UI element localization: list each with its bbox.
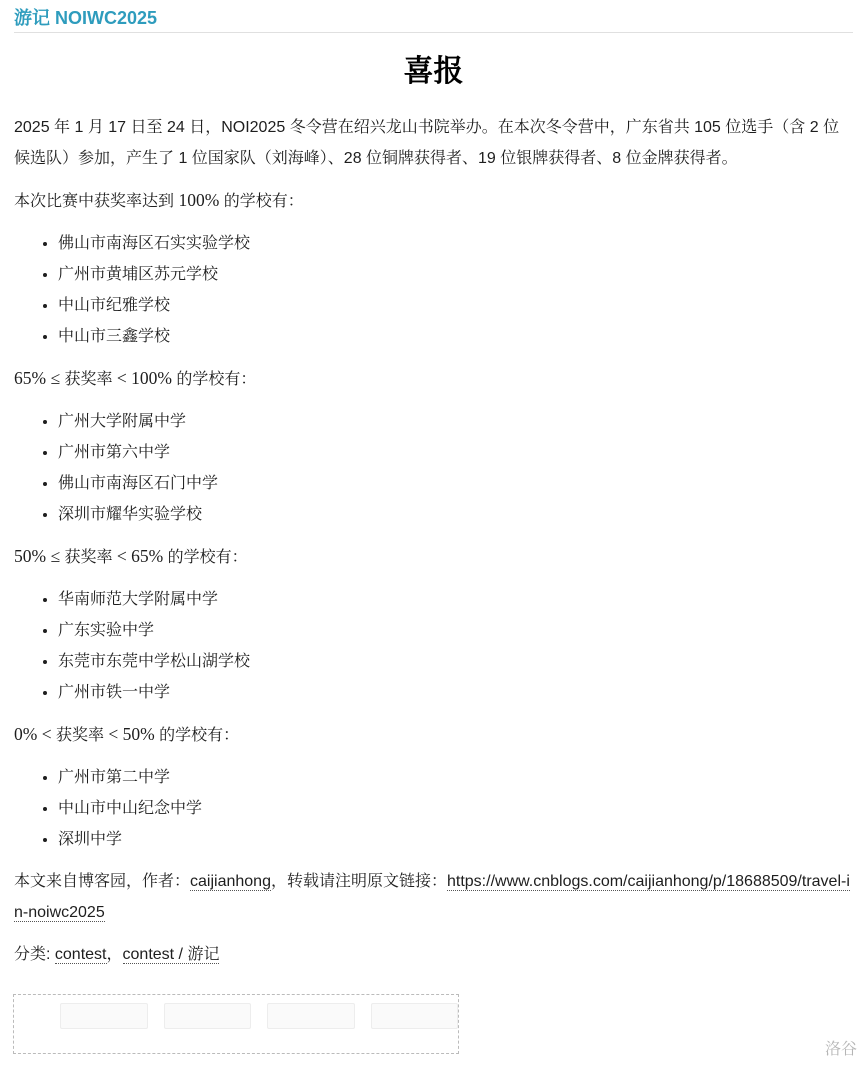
title-divider [14,32,853,33]
school-item: • 中山市三鑫学校 [58,321,853,352]
header-math: 0% < [14,724,56,744]
signature-text: ，转载请注明原文链接： [270,873,447,890]
school-list-50-65 [14,584,853,708]
section-header-65-100 [14,363,853,395]
category-link-contest[interactable]: contest [54,946,107,963]
school-item: • 中山市中山纪念中学 [58,793,853,824]
school-item: • 广州市第六中学 [58,437,853,468]
categories-label: 分类: [14,946,55,963]
school-list-65-100 [14,406,853,530]
categories-separator: ， [106,946,123,963]
school-item: • 广州市黄埔区苏元学校 [58,259,853,290]
announcement-heading: 喜报 [403,55,464,88]
school-item: • 广州市铁一中学 [58,677,853,708]
school-list-100pct [14,228,853,352]
author-link[interactable]: caijianhong [190,873,271,890]
header-math: < 50% [103,724,155,744]
school-item: • 东莞市东莞中学松山湖学校 [58,646,853,677]
school-item: • 深圳中学 [58,824,853,855]
header-math: < 65% [112,546,164,566]
header-text: 获奖率 [64,371,113,388]
post-title-link[interactable]: 游记 NOIWC2025 [14,8,158,28]
header-math: 65% ≤ [14,368,65,388]
signature-text: 本文来自博客园，作者： [14,873,191,890]
categories-row [14,939,853,970]
footer-action-button[interactable] [60,1003,148,1029]
section-header-100pct [14,185,853,217]
header-text: 获奖率 [55,727,104,744]
footer-action-button[interactable] [164,1003,252,1029]
intro-paragraph: 2025 年 1 月 17 日至 24 日，NOI2025 冬令营在绍兴龙山书院举办。在本次冬令营中，广东省共 105 位选手（含 2 位候选队）参加，产生了 1 位国家队（刘海峰）、28 位铜牌获得者、19 位银牌获得者、8 位金牌获得者。 [14,119,840,167]
school-item: • 广州大学附属中学 [58,406,853,437]
original-url-link[interactable]: https://www.cnblogs.com/caijianhong/p/18688509/travel-in-noiwc2025 [14,873,850,921]
header-math: 100% [178,190,220,210]
footer-action-button[interactable] [371,1003,459,1029]
school-item: • 佛山市南海区石门中学 [58,468,853,499]
school-list-0-50 [14,762,853,855]
footer-action-button[interactable] [267,1003,355,1029]
school-item: • 深圳市耀华实验学校 [58,499,853,530]
header-text: 的学校有： [154,727,240,744]
school-item: • 佛山市南海区石实实验学校 [58,228,853,259]
header-math: < 100% [112,368,172,388]
post-body [14,51,853,970]
header-text: 本次比赛中获奖率达到 [14,193,179,210]
header-text: 的学校有： [163,549,248,566]
school-item: • 华南师范大学附属中学 [58,584,853,615]
school-item: • 中山市纪雅学校 [58,290,853,321]
header-text: 获奖率 [64,549,113,566]
header-math: 50% ≤ [14,546,65,566]
section-header-50-65 [14,541,853,573]
signature-paragraph [14,866,853,928]
school-item: • 广州市第二中学 [58,762,853,793]
post-footer-box [13,994,459,1054]
category-link-contest-travel[interactable]: contest / 游记 [122,946,220,963]
section-header-0-50 [14,719,853,751]
luogu-watermark: 洛谷 [824,1041,857,1058]
school-item: • 广东实验中学 [58,615,853,646]
header-text: 的学校有： [219,193,304,210]
header-text: 的学校有： [171,371,257,388]
